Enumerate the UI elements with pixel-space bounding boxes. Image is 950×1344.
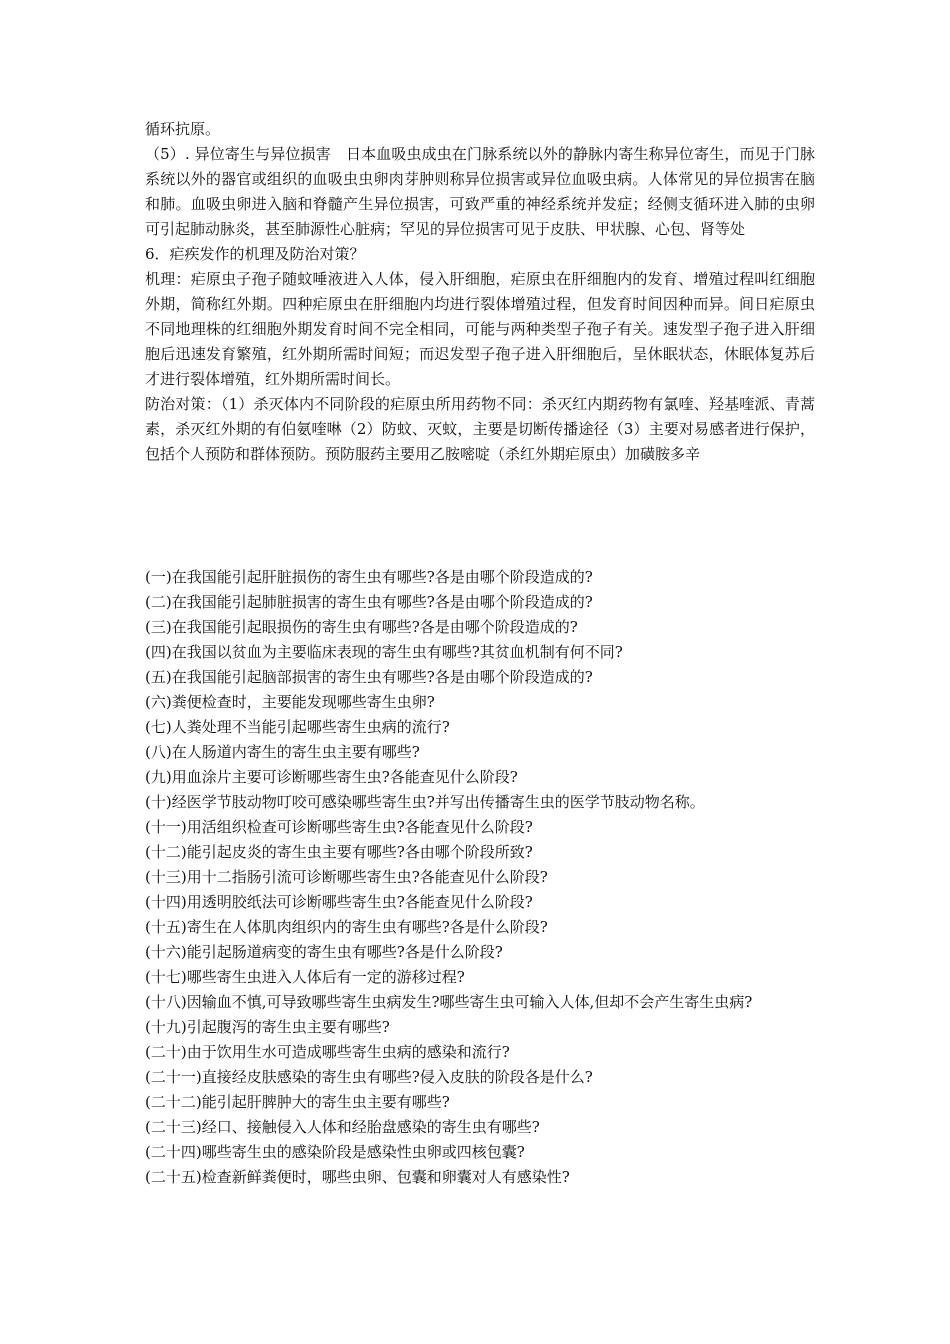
paragraph-ectopic-parasitism: （5）. 异位寄生与异位损害 日本血吸虫成虫在门脉系统以外的静脉内寄生称异位寄生，而见于门脉系统以外的器官或组织的血吸虫虫卵肉芽肿则称异位损害或异位血吸虫病。人体常见的异位损害在脑和肺。血吸虫卵进入脑和脊髓产生异位损害，可致严重的神经系统并发症；经侧支循环进入肺的虫卵可引起肺动脉炎，甚至肺源性心脏病；罕见的异位损害可见于皮肤、甲状腺、心包、肾等处	[145, 145, 815, 238]
list-item: (二十二)能引起肝脾肿大的寄生虫主要有哪些?	[145, 1093, 450, 1111]
answer-section	[145, 117, 815, 467]
list-item: (二十一)直接经皮肤感染的寄生虫有哪些?侵入皮肤的阶段各是什么?	[145, 1068, 593, 1086]
list-item: (二十五)检查新鲜粪便时，哪些虫卵、包囊和卵囊对人有感染性?	[145, 1168, 570, 1186]
paragraph-prevention: 防治对策：（1）杀灭体内不同阶段的疟原虫所用药物不同：杀灭红内期药物有氯喹、羟基喹派、青蒿素，杀灭红外期的有伯氨喹啉（2）防蚊、灭蚊，主要是切断传播途径（3）主要对易感者进行保护，包括个人预防和群体预防。预防服药主要用乙胺嘧啶（杀红外期疟原虫）加磺胺多辛	[145, 395, 815, 463]
list-item: (一)在我国能引起肝脏损伤的寄生虫有哪些?各是由哪个阶段造成的?	[145, 568, 593, 586]
list-item: (六)粪便检查时，主要能发现哪些寄生虫卵?	[145, 693, 435, 711]
list-item: (二十)由于饮用生水可造成哪些寄生虫病的感染和流行?	[145, 1043, 510, 1061]
list-item: (二十四)哪些寄生虫的感染阶段是感染性虫卵或四核包囊?	[145, 1143, 525, 1161]
list-item: (十二)能引起皮炎的寄生虫主要有哪些?各由哪个阶段所致?	[145, 843, 533, 861]
list-item: (十五)寄生在人体肌肉组织内的寄生虫有哪些?各是什么阶段?	[145, 918, 548, 936]
paragraph-mechanism: 机理：疟原虫子孢子随蚊唾液进入人体，侵入肝细胞，疟原虫在肝细胞内的发育、增殖过程叫红细胞外期，简称红外期。四种疟原虫在肝细胞内均进行裂体增殖过程，但发育时间因种而异。间日疟原虫不同地理株的红细胞外期发育时间不完全相同，可能与两种类型子孢子有关。速发型子孢子进入肝细胞后迅速发育繁殖，红外期所需时间短；而迟发型子孢子进入肝细胞后，呈休眠状态，休眠体复苏后才进行裂体增殖，红外期所需时间长。	[145, 270, 815, 388]
list-item: (七)人粪处理不当能引起哪些寄生虫病的流行?	[145, 718, 450, 736]
list-item: (九)用血涂片主要可诊断哪些寄生虫?各能查见什么阶段?	[145, 768, 518, 786]
question-heading-malaria: 6．疟疾发作的机理及防治对策？	[145, 245, 365, 263]
list-item: (十)经医学节肢动物叮咬可感染哪些寄生虫?并写出传播寄生虫的医学节肢动物名称。	[145, 793, 705, 811]
list-item: (二)在我国能引起肺脏损害的寄生虫有哪些?各是由哪个阶段造成的?	[145, 593, 593, 611]
list-item: (五)在我国能引起脑部损害的寄生虫有哪些?各是由哪个阶段造成的?	[145, 668, 593, 686]
paragraph-continuation: 循环抗原。	[145, 120, 221, 138]
list-item: (四)在我国以贫血为主要临床表现的寄生虫有哪些?其贫血机制有何不同?	[145, 643, 623, 661]
list-item: (十六)能引起肠道病变的寄生虫有哪些?各是什么阶段?	[145, 943, 503, 961]
list-item: (八)在人肠道内寄生的寄生虫主要有哪些?	[145, 743, 420, 761]
list-item: (十四)用透明胶纸法可诊断哪些寄生虫?各能查见什么阶段?	[145, 893, 533, 911]
list-item: (十七)哪些寄生虫进入人体后有一定的游移过程?	[145, 968, 465, 986]
list-item: (十八)因输血不慎,可导致哪些寄生虫病发生?哪些寄生虫可输入人体,但却不会产生寄生虫病?	[145, 993, 753, 1011]
list-item: (十三)用十二指肠引流可诊断哪些寄生虫?各能查见什么阶段?	[145, 868, 548, 886]
list-item: (二十三)经口、接触侵入人体和经胎盘感染的寄生虫有哪些?	[145, 1118, 540, 1136]
list-item: (十一)用活组织检查可诊断哪些寄生虫?各能查见什么阶段?	[145, 818, 533, 836]
list-item: (三)在我国能引起眼损伤的寄生虫有哪些?各是由哪个阶段造成的?	[145, 618, 578, 636]
question-list	[145, 565, 815, 1190]
list-item: (十九)引起腹泻的寄生虫主要有哪些?	[145, 1018, 390, 1036]
